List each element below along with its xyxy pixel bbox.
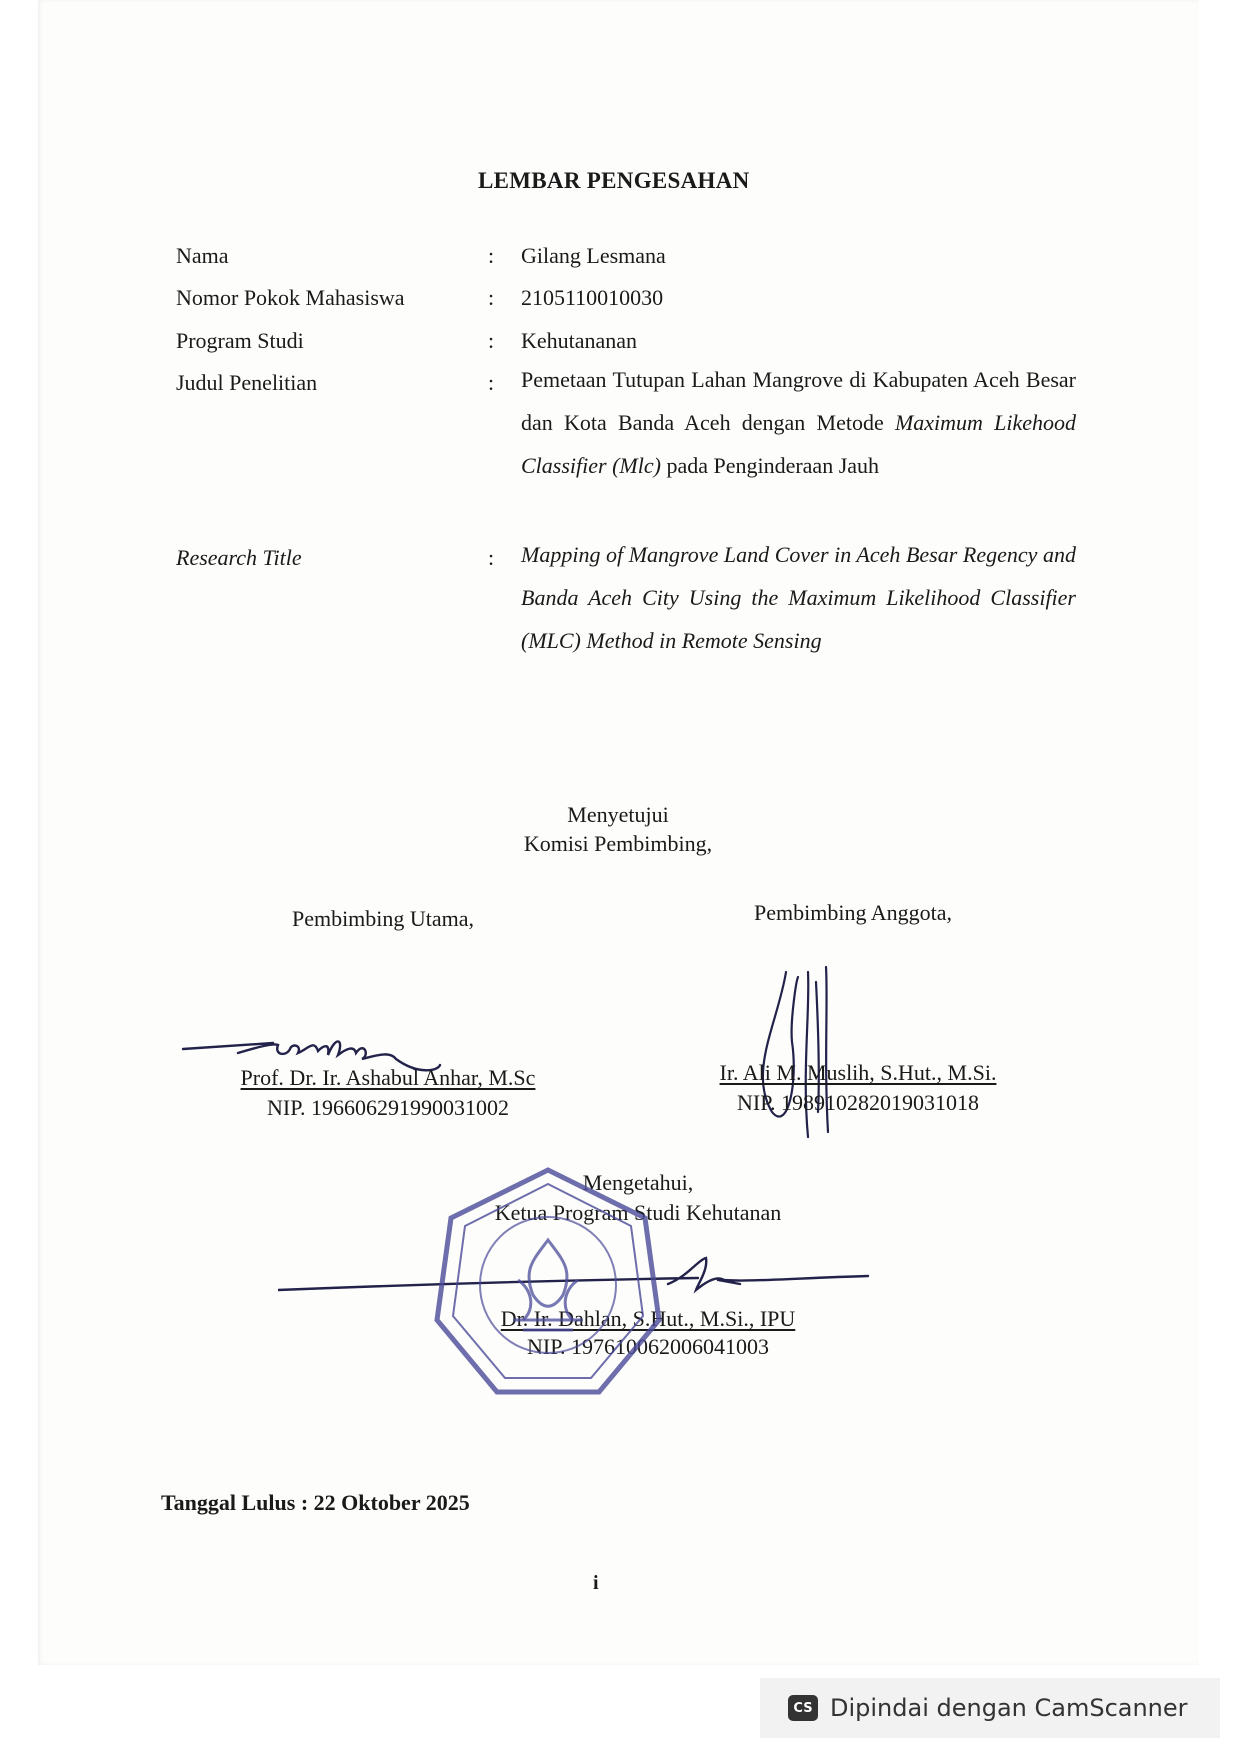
field-value: 2105110010030: [521, 285, 664, 310]
camscanner-badge: [760, 1678, 1220, 1738]
colon: :: [488, 328, 495, 353]
camscanner-text: Dipindai dengan CamScanner: [830, 1694, 1188, 1722]
acknowledged-line-1: Mengetahui,: [582, 1170, 694, 1195]
supervisor-member-role: Pembimbing Anggota,: [754, 900, 952, 925]
supervisor-main-name: Prof. Dr. Ir. Ashabul Anhar, M.Sc: [240, 1065, 536, 1090]
field-value: [521, 358, 1076, 487]
judul-text-end: pada Penginderaan Jauh: [660, 453, 880, 478]
university-stamp: [423, 1160, 673, 1415]
field-label: Program Studi: [176, 328, 304, 353]
approval-heading: [418, 800, 818, 858]
supervisor-main-role: Pembimbing Utama,: [291, 906, 475, 931]
supervisor-main-nip: NIP. 196606291990031002: [266, 1095, 509, 1120]
acknowledged-nip: NIP. 197610062006041003: [526, 1334, 769, 1359]
page-number: i: [593, 1572, 599, 1594]
field-value: Gilang Lesmana: [521, 243, 666, 268]
supervisor-member-nip: NIP. 198910282019031018: [736, 1090, 979, 1115]
supervisor-member-name: Ir. Ali M. Muslih, S.Hut., M.Si.: [719, 1060, 997, 1085]
camscanner-logo-icon: CS: [788, 1695, 818, 1721]
university-stamp-image: [423, 1160, 673, 1410]
document-page: [38, 0, 1198, 1665]
colon: :: [488, 370, 495, 395]
acknowledged-name: Dr. Ir. Dahlan, S.Hut., M.Si., IPU: [500, 1306, 796, 1331]
field-label: Research Title: [176, 545, 302, 570]
judul-text-start: Pemetaan Tutupan Lahan Mangrove di Kabupaten Aceh Besar dan Kota Banda Aceh dengan Metode: [521, 367, 1076, 435]
colon: :: [488, 243, 495, 268]
supervisor-main-block: [178, 1063, 598, 1123]
graduation-date: Tanggal Lulus : 22 Oktober 2025: [161, 1490, 470, 1515]
field-label: Nama: [176, 243, 229, 268]
document-title: LEMBAR PENGESAHAN: [478, 168, 750, 193]
colon: :: [488, 285, 495, 310]
supervisor-member-block: [658, 1058, 1058, 1118]
judul-text-italic: Maximum Likehood Classifier (Mlc): [521, 410, 1077, 478]
field-label: Nomor Pokok Mahasiswa: [176, 285, 405, 310]
acknowledged-line-2: Ketua Program Studi Kehutanan: [494, 1200, 782, 1225]
approval-line-2: Komisi Pembimbing,: [523, 831, 713, 856]
colon: :: [488, 545, 495, 570]
approval-line-1: Menyetujui: [567, 802, 669, 827]
field-value: Mapping of Mangrove Land Cover in Aceh Besar Regency and Banda Aceh City Using the Maximum Likelihood Classifier (MLC) Method in Remote Sensing: [521, 542, 1076, 653]
field-label: Judul Penelitian: [176, 370, 318, 395]
field-value: Kehutananan: [521, 328, 638, 353]
